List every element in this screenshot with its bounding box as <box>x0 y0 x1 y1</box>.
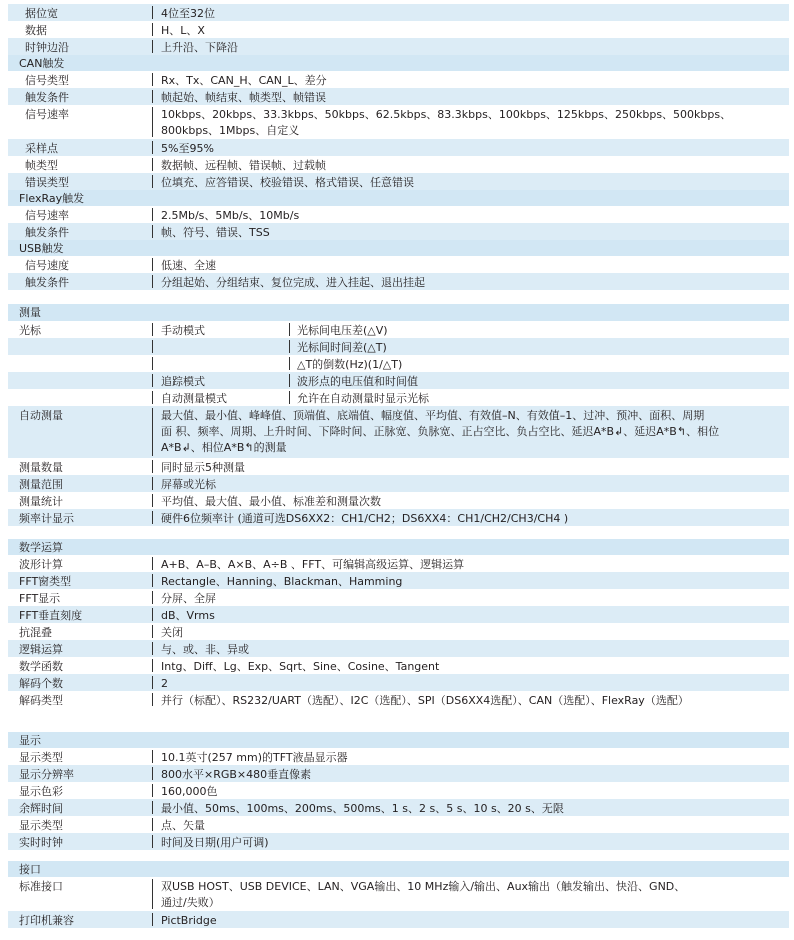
row-value: H、L、X <box>161 24 205 37</box>
subsection-header <box>8 55 789 71</box>
row-label: 解码个数 <box>19 677 63 690</box>
cursor-mode-label: 手动模式 <box>161 324 205 337</box>
table-row <box>8 173 789 190</box>
row-value: 并行（标配）、RS232/UART（选配）、I2C（选配）、SPI（DS6XX4选配）、CAN（选配）、FlexRay（选配） <box>161 694 689 707</box>
row-value: 硬件6位频率计 (通道可选DS6XX2：CH1/CH2；DS6XX4：CH1/CH2/CH3/CH4 ) <box>161 512 569 525</box>
row-value: 2.5Mb/s、5Mb/s、10Mb/s <box>161 209 300 222</box>
row-value: A+B、A–B、A×B、A÷B 、FFT、可编辑高级运算、逻辑运算 <box>161 558 465 571</box>
row-value: 帧起始、帧结束、帧类型、帧错误 <box>161 91 326 104</box>
row-value: dB、Vrms <box>161 609 215 622</box>
cursor-item: 光标间时间差(△T) <box>297 341 387 354</box>
row-value: 最大值、最小值、峰峰值、顶端值、底端值、幅度值、平均值、有效值–N、有效值–1、过冲、预冲、面积、周期 <box>161 409 705 422</box>
cursor-item: 波形点的电压值和时间值 <box>297 375 418 388</box>
table-row <box>8 38 789 55</box>
measure-spec-table <box>8 304 789 526</box>
row-label: 实时时钟 <box>19 836 63 849</box>
table-row <box>8 273 789 290</box>
table-row <box>8 206 789 223</box>
table-row <box>8 389 789 406</box>
table-row <box>8 338 789 355</box>
row-label: 数据 <box>25 24 47 37</box>
row-label: 测量数量 <box>19 461 63 474</box>
row-value: 最小值、50ms、100ms、200ms、500ms、1 s、2 s、5 s、10 s、20 s、无限 <box>161 802 564 815</box>
row-value: PictBridge <box>161 914 217 927</box>
row-value-continued: 800kbps、1Mbps、自定义 <box>161 124 300 137</box>
table-row <box>8 156 789 173</box>
cursor-item: 允许在自动测量时显示光标 <box>297 392 429 405</box>
row-label: 标准接口 <box>19 880 63 893</box>
row-value: 5%至95% <box>161 142 214 155</box>
row-value: 点、矢量 <box>161 819 205 832</box>
section-header <box>8 861 789 877</box>
row-label: 信号类型 <box>25 74 69 87</box>
row-label: 信号速度 <box>25 259 69 272</box>
math-spec-table <box>8 539 789 708</box>
row-label: 显示分辨率 <box>19 768 74 781</box>
table-row <box>8 748 789 765</box>
table-row <box>8 833 789 850</box>
row-label: 测量统计 <box>19 495 63 508</box>
subsection-title: USB触发 <box>19 242 64 255</box>
row-value: 分屏、全屏 <box>161 592 216 605</box>
row-label: 采样点 <box>25 142 58 155</box>
row-label: 触发条件 <box>25 226 69 239</box>
row-value: 与、或、非、异或 <box>161 643 249 656</box>
row-label: 据位宽 <box>25 7 58 20</box>
subsection-header <box>8 190 789 206</box>
row-label: FFT垂直刻度 <box>19 609 83 622</box>
table-row <box>8 105 789 139</box>
row-label: 错误类型 <box>25 176 69 189</box>
table-row <box>8 640 789 657</box>
table-row <box>8 765 789 782</box>
table-row <box>8 372 789 389</box>
interface-spec-table <box>8 861 789 928</box>
cursor-item: △T的倒数(Hz)(1/△T) <box>297 358 403 371</box>
row-label: 解码类型 <box>19 694 63 707</box>
row-value: 上升沿、下降沿 <box>161 41 238 54</box>
row-label: 抗混叠 <box>19 626 52 639</box>
row-value: 同时显示5种测量 <box>161 461 245 474</box>
section-title: 数学运算 <box>19 541 63 554</box>
table-row <box>8 139 789 156</box>
table-row <box>8 911 789 928</box>
section-title: 测量 <box>19 306 41 319</box>
row-label: 逻辑运算 <box>19 643 63 656</box>
row-label: 余辉时间 <box>19 802 63 815</box>
row-label: FFT窗类型 <box>19 575 72 588</box>
row-value-continued: 面 积、频率、周期、上升时间、下降时间、正脉宽、负脉宽、正占空比、负占空比、延迟A*B↲、延迟A*B↰、相位 <box>161 425 720 438</box>
table-row <box>8 321 789 338</box>
table-row <box>8 355 789 372</box>
row-value: 800水平×RGB×480垂直像素 <box>161 768 312 781</box>
row-value: 10kbps、20kbps、33.3kbps、50kbps、62.5kbps、83.3kbps、100kbps、125kbps、250kbps、500kbps、 <box>161 108 732 121</box>
row-label: 显示色彩 <box>19 785 63 798</box>
table-row <box>8 256 789 273</box>
row-value: 帧、符号、错误、TSS <box>161 226 270 239</box>
table-row <box>8 71 789 88</box>
row-value: Rectangle、Hanning、Blackman、Hamming <box>161 575 403 588</box>
row-value: 平均值、最大值、最小值、标准差和测量次数 <box>161 495 381 508</box>
section-header <box>8 732 789 748</box>
row-label: 时钟边沿 <box>25 41 69 54</box>
row-label: 触发条件 <box>25 91 69 104</box>
section-header <box>8 304 789 321</box>
section-title: 接口 <box>19 863 41 876</box>
table-row <box>8 606 789 623</box>
table-row <box>8 572 789 589</box>
table-row <box>8 589 789 606</box>
row-label: 帧类型 <box>25 159 58 172</box>
row-label: 自动测量 <box>19 409 63 422</box>
row-value: 双USB HOST、USB DEVICE、LAN、VGA输出、10 MHz输入/输出、Aux输出（触发输出、快沿、GND、 <box>161 880 686 893</box>
cursor-mode-label: 追踪模式 <box>161 375 205 388</box>
row-label: 测量范围 <box>19 478 63 491</box>
table-row <box>8 691 789 708</box>
row-label: 显示类型 <box>19 819 63 832</box>
row-label: 频率计显示 <box>19 512 74 525</box>
cursor-mode-label: 自动测量模式 <box>161 392 227 405</box>
table-row <box>8 555 789 572</box>
row-value-continued: A*B↲、相位A*B↰的测量 <box>161 441 287 454</box>
table-row <box>8 623 789 640</box>
trigger-spec-table <box>8 4 789 290</box>
table-row <box>8 88 789 105</box>
table-row <box>8 674 789 691</box>
row-label: 数学函数 <box>19 660 63 673</box>
table-row <box>8 657 789 674</box>
display-spec-table <box>8 732 789 850</box>
table-row <box>8 223 789 240</box>
row-value-continued: 通过/失败） <box>161 896 220 909</box>
section-title: 显示 <box>19 734 41 747</box>
row-value: 位填充、应答错误、校验错误、格式错误、任意错误 <box>161 176 414 189</box>
row-value: 关闭 <box>161 626 183 639</box>
row-label: 信号速率 <box>25 108 69 121</box>
row-value: 10.1英寸(257 mm)的TFT液晶显示器 <box>161 751 348 764</box>
subsection-title: FlexRay触发 <box>19 192 85 205</box>
row-value: 低速、全速 <box>161 259 216 272</box>
section-header <box>8 539 789 555</box>
row-value: 2 <box>161 677 168 690</box>
table-row <box>8 799 789 816</box>
row-value: Intg、Diff、Lg、Exp、Sqrt、Sine、Cosine、Tangent <box>161 660 440 673</box>
row-value: 160,000色 <box>161 785 218 798</box>
row-label: FFT显示 <box>19 592 61 605</box>
table-row <box>8 816 789 833</box>
row-value: 分组起始、分组结束、复位完成、进入挂起、退出挂起 <box>161 276 425 289</box>
row-value: 数据帧、远程帧、错误帧、过载帧 <box>161 159 326 172</box>
row-label: 信号速率 <box>25 209 69 222</box>
table-row <box>8 877 789 911</box>
row-value: 屏幕或光标 <box>161 478 216 491</box>
table-row <box>8 509 789 526</box>
row-value: 时间及日期(用户可调) <box>161 836 269 849</box>
table-row <box>8 21 789 38</box>
subsection-header <box>8 240 789 256</box>
cursor-item: 光标间电压差(△V) <box>297 324 388 337</box>
row-label: 光标 <box>19 324 41 337</box>
table-row <box>8 4 789 21</box>
row-value: 4位至32位 <box>161 7 215 20</box>
row-label: 波形计算 <box>19 558 63 571</box>
table-row <box>8 406 789 458</box>
table-row <box>8 782 789 799</box>
subsection-title: CAN触发 <box>19 57 65 70</box>
table-row <box>8 475 789 492</box>
row-value: Rx、Tx、CAN_H、CAN_L、差分 <box>161 74 327 87</box>
row-label: 打印机兼容 <box>19 914 74 927</box>
row-label: 显示类型 <box>19 751 63 764</box>
table-row <box>8 458 789 475</box>
row-label: 触发条件 <box>25 276 69 289</box>
table-row <box>8 492 789 509</box>
